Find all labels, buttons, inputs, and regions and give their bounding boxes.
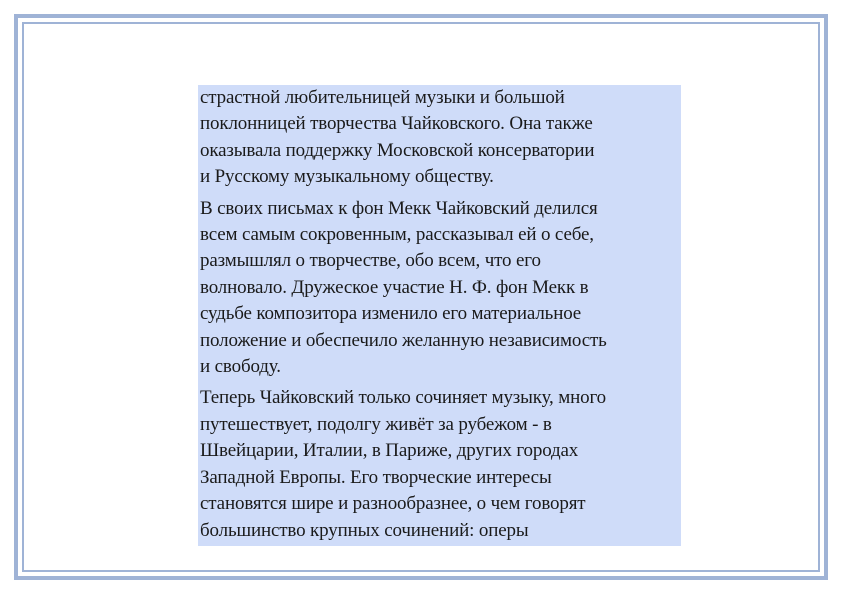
paragraph-2: В своих письмах к фон Мекк Чайковский делился всем самым сокровенным, рассказывал ей о себе, размышлял о творчестве, обо всем, что его волновало. Дружеское участие Н. Ф. фон Мекк в судьбе композитора изменило его материальное положение и обеспечило желанную независимость и свободу.: [200, 197, 607, 378]
text-block: [198, 85, 681, 546]
paragraph-3: Теперь Чайковский только сочиняет музыку, много путешествует, подолгу живёт за рубежом - в Швейцарии, Италии, в Париже, других городах Западной Европы. Его творческие интересы становятся шире и разнообразнее, о чем говорят большинство крупных сочинений: оперы: [200, 387, 606, 541]
paragraph-1: страстной любительницей музыки и большой поклонницей творчества Чайковского. Она также оказывала поддержку Московской консерватории и Русскому музыкальному обществу.: [200, 87, 595, 188]
